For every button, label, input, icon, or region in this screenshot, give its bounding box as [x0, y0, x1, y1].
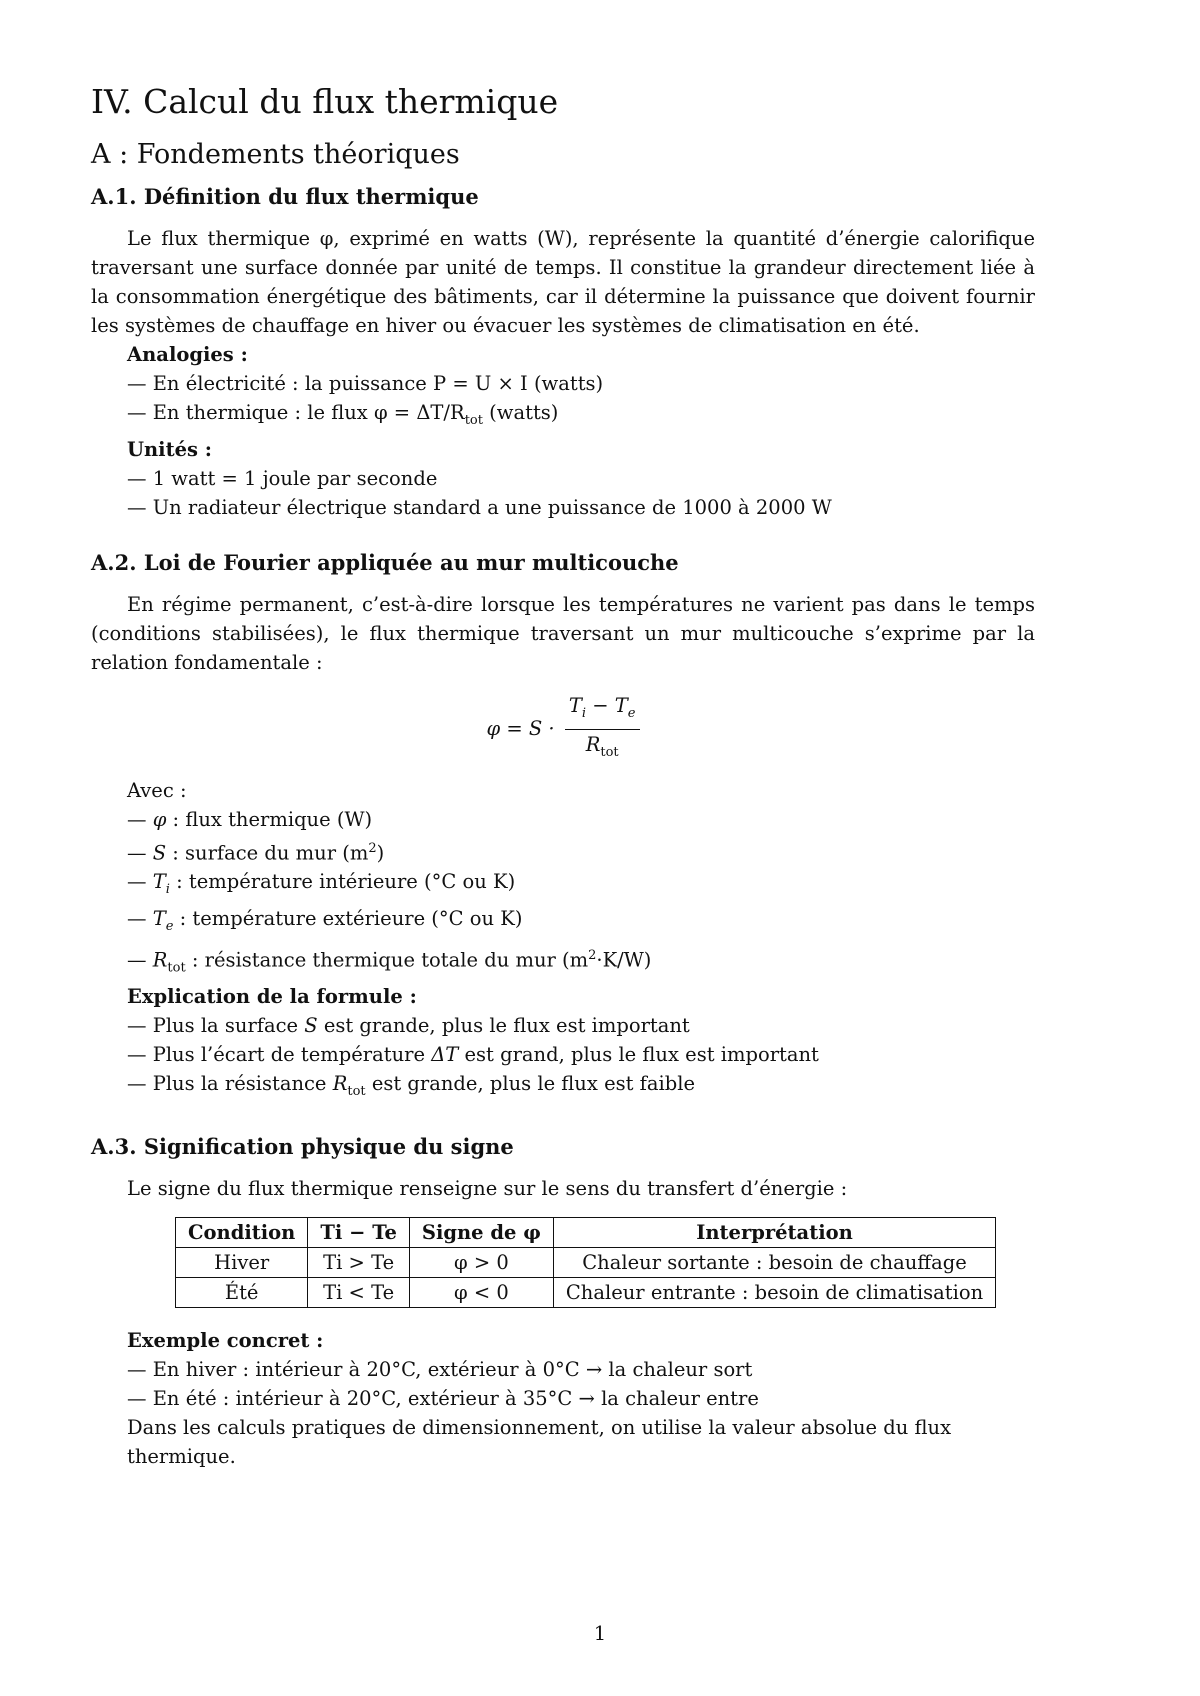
def-text: : température extérieure (°C ou K) [173, 907, 523, 931]
analogy-text: — En thermique : le flux φ = ΔT/R [127, 401, 465, 424]
def-tail: ·K/W) [596, 948, 652, 972]
def-subscript: i [165, 882, 170, 898]
sign-paragraph: Le signe du flux thermique renseigne sur le sens du transfert d’énergie : [127, 1177, 848, 1201]
def-symbol: T [152, 907, 166, 931]
subsection-heading-a2: A.2. Loi de Fourier appliquée au mur multicouche [91, 549, 679, 575]
num-subscript-2: e [627, 705, 636, 721]
expl-pre: — Plus la résistance [127, 1072, 333, 1096]
def-symbol: T [152, 870, 166, 894]
expl-pre: — Plus l’écart de température [127, 1043, 432, 1067]
example-block [91, 1326, 1035, 1471]
conclusion-text: Dans les calculs pratiques de dimensionnement, on utilise la valeur absolue du flux thermique. [127, 1416, 952, 1469]
table-row [176, 1248, 996, 1278]
document-page [91, 78, 1035, 1471]
units-label: Unités : [127, 437, 212, 461]
definition-paragraph: Le flux thermique φ, exprimé en watts (W), représente la quantité d’énergie calorifique traversant une surface donnée par unité de temps. Il constitue la grandeur directement liée à la consommation énergétique des bâtiments, car il détermine la puissance que doivent fournir les systèmes de chauffage en hiver ou évacuer les systèmes de climatisation en été. [91, 227, 1035, 337]
section-heading-a: A : Fondements théoriques [91, 139, 460, 170]
table-header-cell: Ti − Te [308, 1218, 410, 1248]
def-text: : résistance thermique totale du mur (m [185, 948, 589, 972]
exemple-item: — En hiver : intérieur à 20°C, extérieur à 0°C → la chaleur sort [127, 1358, 753, 1382]
table-cell: Chaleur entrante : besoin de climatisation [553, 1278, 995, 1308]
num-symbol-2: T [614, 693, 628, 717]
def-symbol: R [152, 948, 168, 972]
unit-item: — Un radiateur électrique standard a une puissance de 1000 à 2000 W [127, 495, 832, 519]
analogies-label: Analogies : [127, 343, 248, 366]
analogies-block [91, 340, 1035, 522]
expl-pre: — Plus la surface [127, 1014, 305, 1038]
table-cell: Chaleur sortante : besoin de chauffage [553, 1248, 995, 1278]
analogy-unit: (watts) [482, 401, 559, 424]
def-subscript: e [165, 918, 174, 934]
expl-subscript: tot [347, 1084, 366, 1100]
def-symbol: S [152, 841, 167, 865]
table-cell: Ti > Te [308, 1248, 410, 1278]
analogy-item: — En électricité : la puissance P = U × I (watts) [127, 372, 604, 395]
def-superscript: 2 [588, 947, 597, 963]
definition-item: — $R_{tot}$ : résistance thermique totale du mur $(m^2\cdot K/W)$ [127, 947, 652, 976]
num-subscript-1: i [581, 705, 587, 721]
def-superscript: 2 [368, 840, 377, 856]
formula-fraction [565, 693, 640, 766]
expl-post: est grande, plus le flux est important [317, 1014, 690, 1038]
explication-item [127, 1069, 1035, 1106]
def-symbol: φ [152, 807, 167, 831]
expl-symbol: R [332, 1072, 348, 1096]
fourier-paragraph: En régime permanent, c’est-à-dire lorsque les températures ne varient pas dans le temps (conditions stabilisées), le flux thermique traversant un mur multicouche s’exprime par la relation fondamentale : [91, 592, 1035, 674]
explication-label: Explication de la formule : [127, 985, 417, 1009]
den-subscript: tot [600, 744, 619, 760]
analogy-item [127, 398, 1035, 435]
definition-item: — $T_e$ : température extérieure (°C ou K) [127, 907, 523, 934]
table-cell: Été [176, 1278, 308, 1308]
exemple-item: — En été : intérieur à 20°C, extérieur à 35°C → la chaleur entre [127, 1387, 759, 1411]
fourier-formula [91, 693, 1035, 766]
def-tail: ) [376, 841, 385, 865]
num-symbol-1: T [568, 693, 582, 717]
table-header-cell: Condition [176, 1218, 308, 1248]
definition-item: — φ : flux thermique (W) [127, 807, 373, 831]
page-number: 1 [593, 1622, 607, 1645]
avec-label: Avec : [127, 778, 187, 802]
def-text: : flux thermique (W) [166, 807, 373, 831]
expl-post: est grande, plus le flux est faible [365, 1072, 695, 1096]
formula-numerator [565, 693, 640, 730]
subsection-heading-a1: A.1. Définition du flux thermique [91, 184, 479, 209]
table-header-row [176, 1218, 996, 1248]
exemple-label: Exemple concret : [127, 1329, 324, 1353]
table-cell: Ti < Te [308, 1278, 410, 1308]
num-minus: − [586, 693, 615, 717]
subsection-heading-a3: A.3. Signification physique du signe [91, 1134, 514, 1160]
den-symbol: R [585, 732, 601, 756]
explication-item [127, 1040, 1035, 1069]
formula-lhs: φ = S · [486, 716, 555, 740]
unit-item: — 1 watt = 1 joule par seconde [127, 466, 438, 490]
table-cell: φ > 0 [409, 1248, 553, 1278]
explication-item [127, 1011, 1035, 1040]
table-row [176, 1278, 996, 1308]
table-cell: Hiver [176, 1248, 308, 1278]
table-header-cell: Interprétation [553, 1218, 995, 1248]
def-subscript: tot [167, 960, 186, 976]
definitions-block [91, 776, 1035, 1107]
definition-item: — S : surface du mur $(m^2)$ [127, 840, 385, 865]
def-text: : température intérieure (°C ou K) [169, 870, 516, 894]
sign-table [175, 1217, 996, 1308]
table-header-cell: Signe de φ [409, 1218, 553, 1248]
expl-symbol: ΔT [431, 1043, 459, 1067]
expl-post: est grand, plus le flux est important [458, 1043, 819, 1067]
formula-denominator [565, 730, 640, 766]
definition-item: — $T_i$ : température intérieure (°C ou K) [127, 870, 516, 898]
table-cell: φ < 0 [409, 1278, 553, 1308]
expl-symbol: S [304, 1014, 318, 1038]
analogy-subscript: tot [464, 412, 483, 428]
def-text: : surface du mur (m [166, 841, 369, 865]
page-title: IV. Calcul du flux thermique [91, 82, 559, 121]
